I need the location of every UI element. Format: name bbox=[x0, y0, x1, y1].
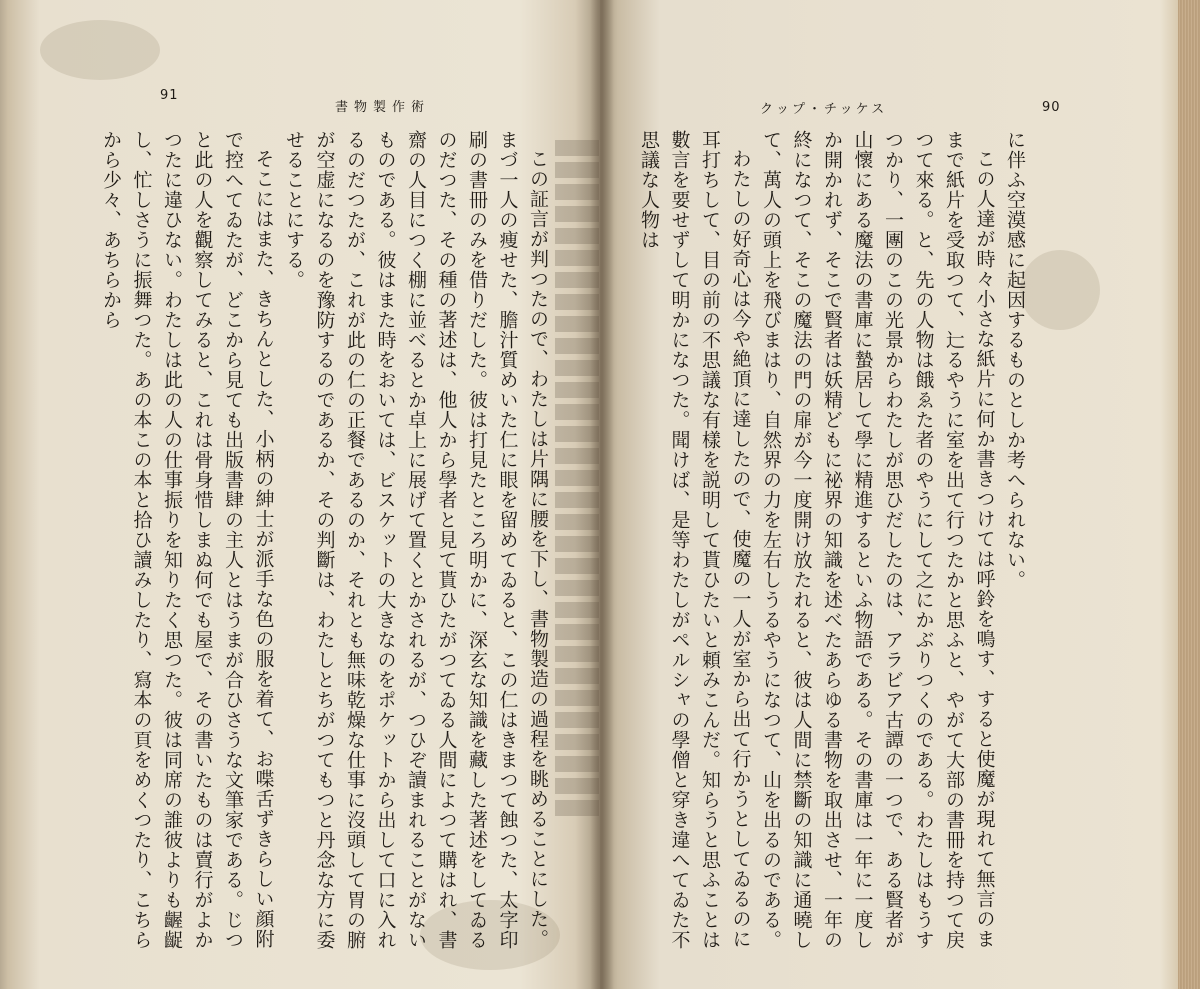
right-paragraph-1: に伴ふ空漠感に起因するものとしか考へられない。 bbox=[1004, 130, 1026, 590]
left-text-column bbox=[100, 130, 553, 960]
left-paragraph-1: この証言が判つたので、わたしは片隅に腰を下し、書物製造の過程を眺めることにした。まづ一人の痩せた、膽汁質めいた仁に眼を留めてゐると、この仁はきまつて蝕つた、太字印刷の書冊のみを借りだした。彼は打見たところ明かに、深玄な知識を藏した著述をしてゐるのだつた、その種の著述は、他人から學者と見て貰ひたがつてゐる人間によつて購はれ、書齋の人目につく棚に並べるとか卓上に展げて置くとかされるが、つひぞ讀まれることがないものである。彼はまた時をおいては、ビスケットの大きなのをポケットから出して口に入れるのだつたが、これが此の仁の正餐であるのか、それとも無味乾燥な仕事に沒頭して胃の腑が空虚になるのを豫防するのであるか、その判斷は、わたしとちがつてもつと丹念な方に委せることにする。 bbox=[283, 130, 549, 950]
paper-stain bbox=[1020, 250, 1100, 330]
right-page-number: 90 bbox=[1042, 100, 1061, 115]
paper-stain bbox=[40, 20, 160, 80]
book-gutter bbox=[590, 0, 614, 989]
right-text-column bbox=[630, 130, 1030, 960]
page-edges bbox=[1178, 0, 1200, 989]
left-running-head: 書物製作術 bbox=[335, 100, 431, 115]
right-running-head: クップ・チッケス bbox=[760, 102, 888, 117]
right-paragraph-2: この人達が時々小さな紙片に何か書きつけては呼鈴を鳴す、すると使魔が現れて無言のままで紙片を受取つて、辷るやうに室を出て行つたかと思ふと、やがて大部の書冊を持つて戻つて來る。と、先の人物は餓ゑた者のやうにして之にかぶりつくのである。わたしはもうすつかり、一團のこの光景からわたしが思ひだしたのは、アラビア古譚の一つで、ある賢者が山懷にある魔法の書庫に蟄居して學に精進するといふ物語である。その書庫は一年に一度しか開かれず、そこで賢者は妖精どもに祕界の知識を述べたあらゆる書物を取出させ、一年の終になつて、そこの魔法の門の扉が今一度開け放たれると、彼は人間に禁斷の知識に通曉して、萬人の頭上を飛びまはり、自然界の力を左右しうるやうになつて、山を出るのである。 bbox=[760, 130, 996, 950]
left-paragraph-2: そこにはまた、きちんとした、小柄の紳士が派手な色の服を着て、お喋舌ずきらしい顔附で控へてゐたが、どこから見ても出版書肆の主人とはうまが合ひさうな文筆家である。じつと此の人を觀察してみると、これは骨身惜しまぬ何でも屋で、その書いたものは賣行がよかつたに違ひない。わたしは此の人の仕事振りを知りたく思つた。彼は同席の誰彼よりも齷齪し、忙しさうに振舞つた。あの本この本と拾ひ讀みしたり、寫本の頁をめくつたり、こちらから少々、あちらから bbox=[100, 130, 275, 950]
left-page-number: 91 bbox=[160, 88, 179, 103]
right-paragraph-3: わたしの好奇心は今や絶頂に達したので、使魔の一人が室から出て行かうとしてゐるのに耳打ちして、目の前の不思議な有樣を説明して貰ひたいと頼みこんだ。知らうと思ふことは數言を要せずして明かになつた。聞けば、是等わたしがペルシャの學僧と穿き違へてゐた不思議な人物は bbox=[638, 130, 752, 950]
